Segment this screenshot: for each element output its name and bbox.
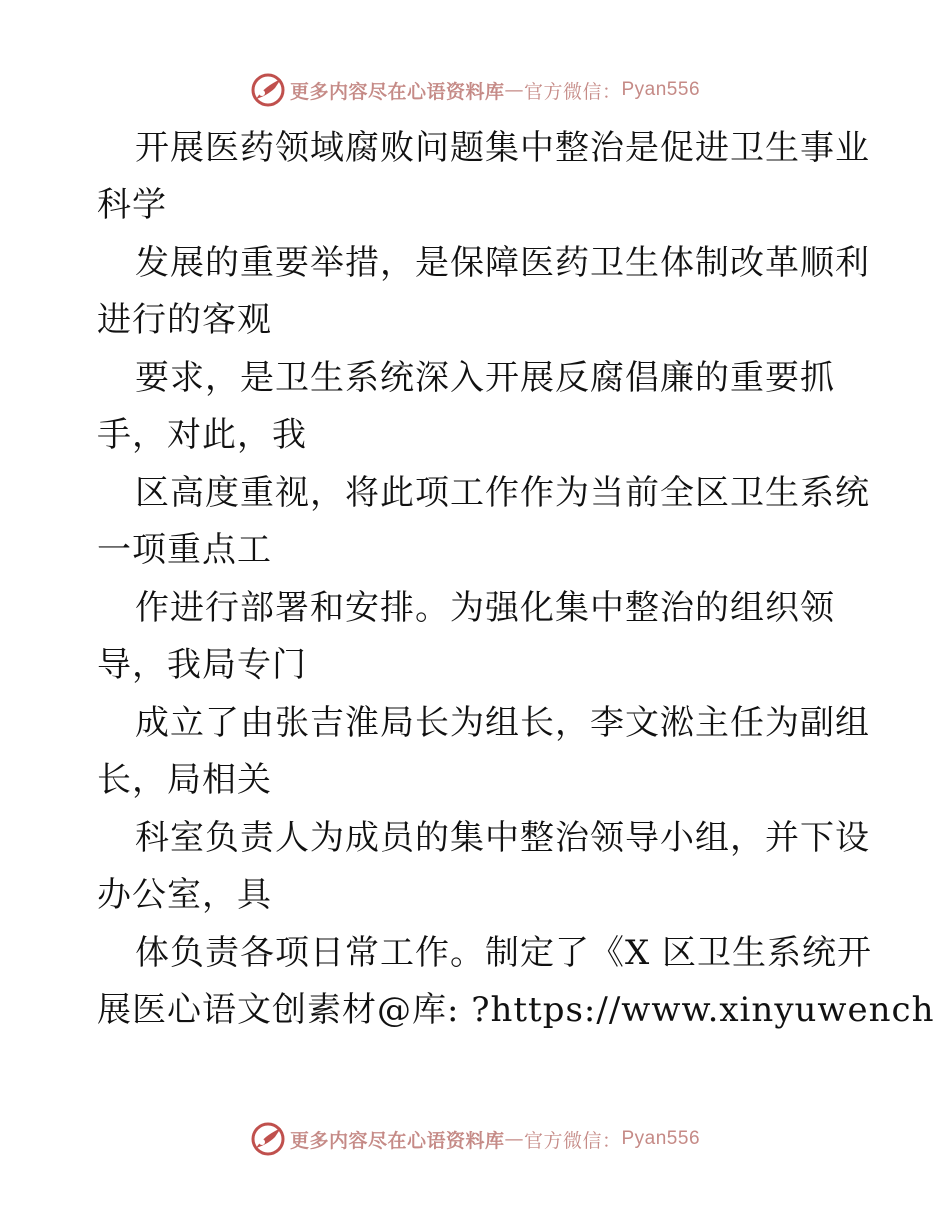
header-watermark-text: 更多内容尽在心语资料库 [289,80,505,103]
header-watermark-dash: — [504,79,524,101]
footer-watermark [0,1121,950,1157]
text-line: 成立了由张吉淮局长为组长，李文淞主任为副组 [135,703,870,743]
text-line: 导，我局专门 [97,645,307,685]
text-line: 科学 [97,185,167,225]
text-line: 开展医药领域腐败问题集中整治是促进卫生事业 [135,128,870,168]
text-line: 体负责各项日常工作。制定了《X 区卫生系统开 [135,933,873,973]
text-line: 进行的客观 [97,300,272,340]
brush-logo-icon [250,1121,286,1157]
footer-wechat-id: Pyan556 [621,1128,701,1149]
text-line: 展医心语文创素材@库: ?https://www.xinyuwench [97,990,935,1030]
text-line: 区高度重视，将此项工作作为当前全区卫生系统 [135,473,870,513]
header-watermark [0,72,950,108]
text-line: 办公室，具 [97,875,272,915]
text-line: 长，局相关 [97,760,272,800]
text-line: 发展的重要举措，是保障医药卫生体制改革顺利 [135,243,870,283]
text-line: 要求，是卫生系统深入开展反腐倡廉的重要抓 [135,358,835,398]
brush-logo-icon [250,72,286,108]
text-line: 科室负责人为成员的集中整治领导小组，并下设 [135,818,870,858]
text-line: 一项重点工 [97,530,272,570]
footer-watermark-text: 更多内容尽在心语资料库 [289,1129,505,1152]
text-line: 作进行部署和安排。为强化集中整治的组织领 [135,588,835,628]
footer-wechat-label: 官方微信： [523,1129,622,1152]
header-wechat-id: Pyan556 [621,79,701,100]
footer-watermark-dash: — [504,1128,524,1150]
text-line: 手，对此，我 [97,415,307,455]
header-wechat-label: 官方微信： [523,80,622,103]
